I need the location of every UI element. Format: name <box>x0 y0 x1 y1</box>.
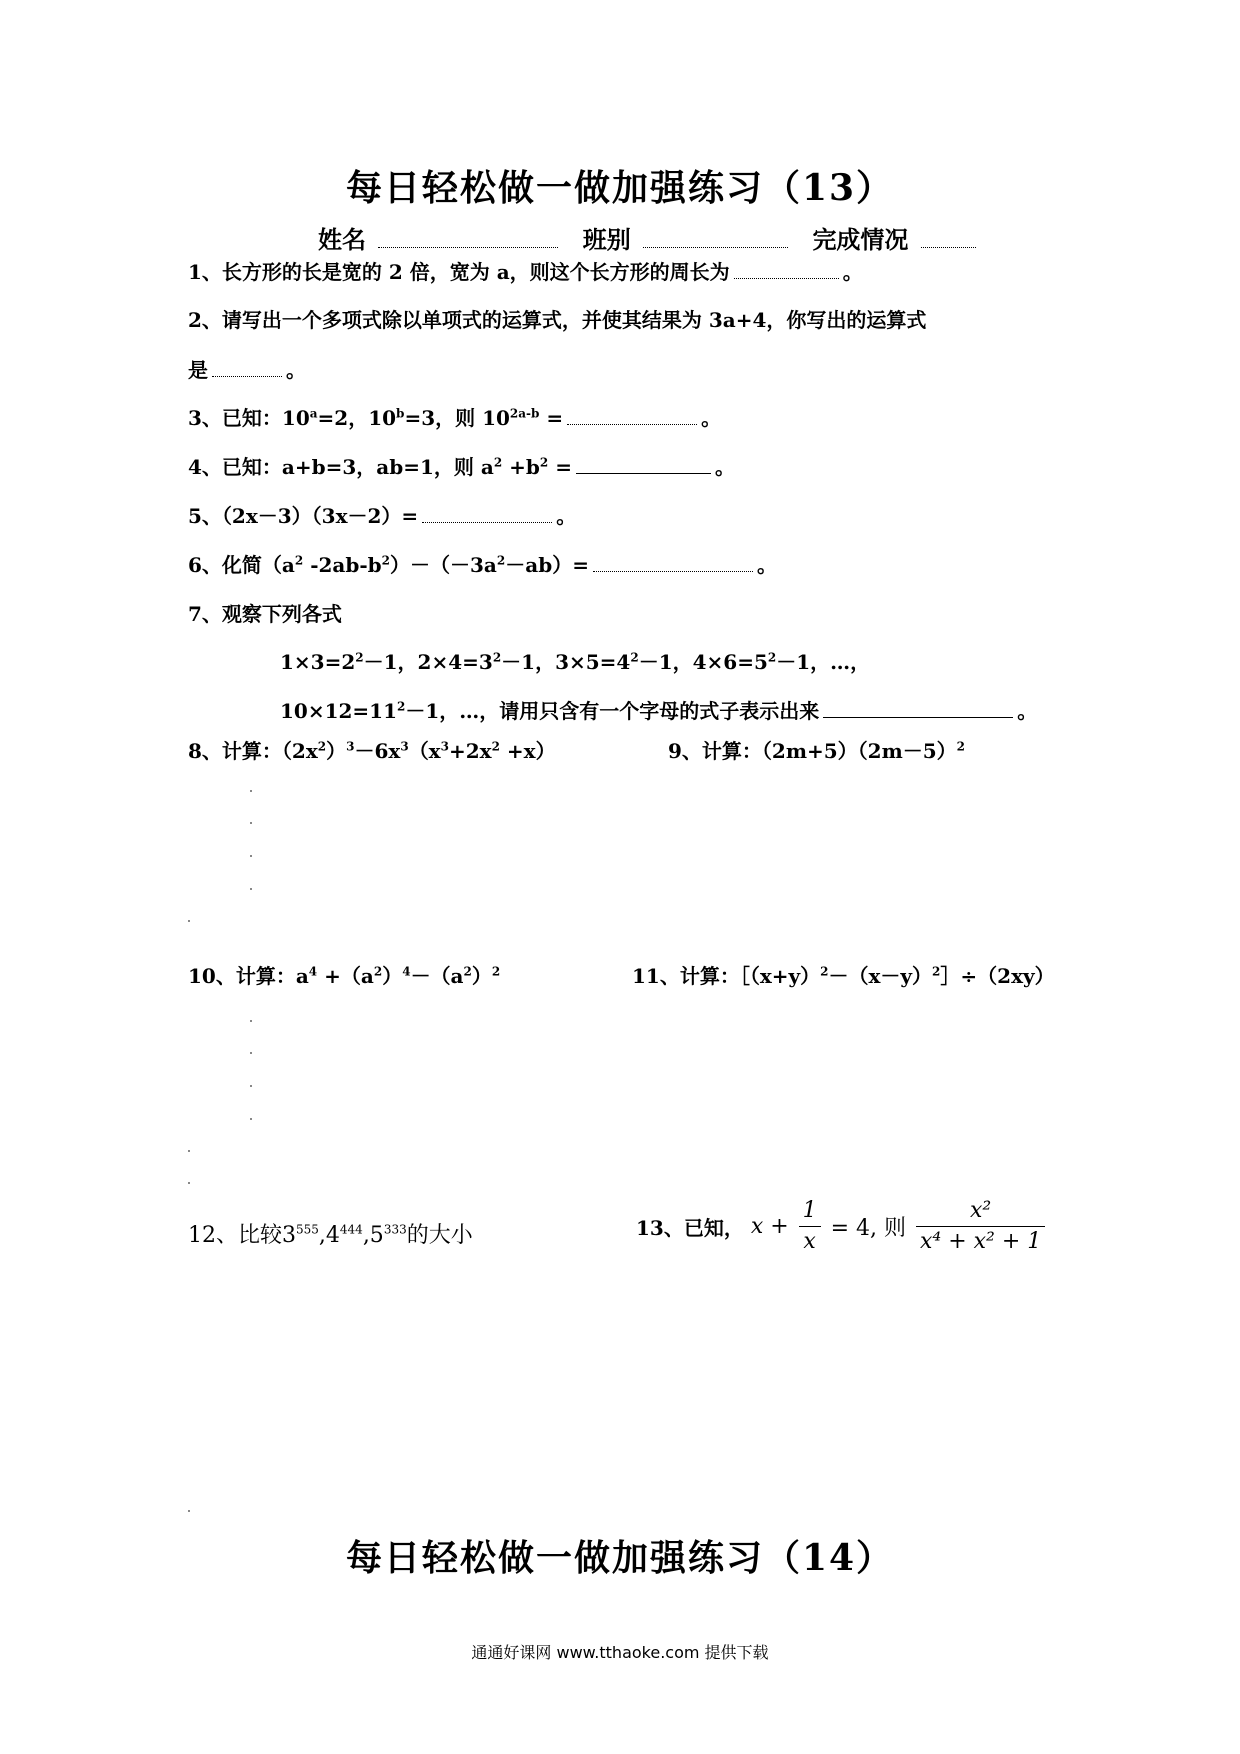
q13-text: 13、已知， <box>636 1216 744 1240</box>
q6-end: 。 <box>756 553 777 577</box>
q4-text: 4、已知：a+b=3，ab=1，则 a <box>188 455 494 479</box>
q13-f2-denominator: x⁴ + x² + 1 <box>919 1229 1042 1254</box>
q10-text: －（a <box>410 964 464 988</box>
q3-text: =3，则 10 <box>404 406 510 430</box>
q8-text: +2x <box>448 739 492 763</box>
q8-sup: 2 <box>317 739 327 754</box>
page-footer: 通通好课网 www.tthaoke.com 提供下载 <box>471 1643 769 1662</box>
q12-sup: 555 <box>296 1222 319 1237</box>
q7-text: 1×3=2 <box>280 650 356 674</box>
q10-sup: 4 <box>308 964 318 979</box>
q13-f1-denominator: x <box>803 1229 816 1254</box>
name-blank[interactable] <box>378 227 558 248</box>
scan-dot <box>250 1052 252 1054</box>
question-3 <box>188 404 721 432</box>
q12-text: ,5 <box>362 1223 384 1248</box>
q13-expr: x + <box>750 1214 789 1239</box>
scan-dot <box>250 790 252 792</box>
q6-sup: 2 <box>294 553 304 568</box>
q10-sup: 4 <box>402 964 411 979</box>
q7-text: －1，4×6=5 <box>638 650 768 674</box>
q11-text: －（x－y） <box>828 964 933 988</box>
q6-text: 6、化简（a <box>188 553 295 577</box>
q12-sup: 444 <box>339 1222 363 1237</box>
q7-text: －1，…， <box>776 650 871 674</box>
class-label: 班别 <box>582 225 631 254</box>
q8-text: －6x <box>354 739 401 763</box>
question-2-line2: 是 <box>188 358 208 382</box>
answer-blank-5[interactable] <box>422 502 552 523</box>
scan-dot <box>188 1182 190 1184</box>
q8-sup: 2 <box>491 739 500 754</box>
q5-text: 5、（2x－3）（3x－2）= <box>188 504 419 528</box>
q7-sup: 2 <box>355 650 364 665</box>
question-1 <box>188 258 863 286</box>
q13-fraction-2 <box>916 1196 1045 1257</box>
question-9 <box>668 737 965 765</box>
q4-text: +b <box>502 455 540 479</box>
q10-text: ） <box>382 964 403 988</box>
name-label: 姓名 <box>318 225 366 254</box>
section-title-14: 每日轻松做一做加强练习（14） <box>345 1537 895 1579</box>
q13-f2-numerator: x² <box>916 1196 1045 1227</box>
q10-text: 10、计算：a <box>188 964 309 988</box>
answer-blank-4[interactable] <box>576 453 711 474</box>
q6-sup: 2 <box>381 553 391 568</box>
q10-sup: 2 <box>491 964 501 979</box>
scan-dot <box>188 920 190 922</box>
scan-dot <box>188 1510 190 1512</box>
question-12 <box>188 1218 473 1249</box>
q10-text: ） <box>471 964 492 988</box>
q12-text: 12、比较3 <box>188 1223 296 1248</box>
q4-sup: 2 <box>493 455 503 470</box>
scan-dot <box>250 1020 252 1022</box>
q12-text: 的大小 <box>406 1223 473 1248</box>
q8-text: 8、计算：（2x <box>188 739 318 763</box>
q6-sup: 2 <box>496 553 506 568</box>
class-blank[interactable] <box>643 227 788 248</box>
q7-sup: 2 <box>767 650 777 665</box>
q12-sup: 333 <box>383 1222 407 1237</box>
q6-text: -2ab-b <box>303 553 382 577</box>
q3-end: 。 <box>701 406 722 430</box>
q9-text: 9、计算：（2m+5）（2m－5） <box>668 739 957 763</box>
question-2 <box>188 306 926 334</box>
q4-end: 。 <box>715 455 736 479</box>
question-7-line2 <box>280 697 1037 725</box>
question-1-text: 1、长方形的长是宽的 2 倍，宽为 a，则这个长方形的周长为 <box>188 260 730 284</box>
q7-text: －1，3×5=4 <box>501 650 631 674</box>
question-7-head <box>188 600 342 628</box>
status-label: 完成情况 <box>812 225 909 254</box>
q8-text: ） <box>326 739 347 763</box>
q10-sup: 2 <box>463 964 472 979</box>
answer-blank-7[interactable] <box>823 697 1013 718</box>
question-6 <box>188 551 777 579</box>
q10-text: +（a <box>317 964 374 988</box>
scan-dot <box>188 1150 190 1152</box>
page-title: 每日轻松做一做加强练习（13） <box>345 167 895 209</box>
scan-dot <box>250 1118 252 1120</box>
q7-sup: 2 <box>630 650 639 665</box>
q10-sup: 2 <box>373 964 383 979</box>
question-1-end: 。 <box>842 260 863 284</box>
q3-sup: b <box>396 406 405 421</box>
q3-text: 3、已知：10 <box>188 406 310 430</box>
q3-sup: 2a-b <box>509 406 540 421</box>
question-2-line1: 2、请写出一个多项式除以单项式的运算式，并使其结果为 3a+4，你写出的运算式 <box>188 308 927 332</box>
question-7-line1 <box>280 648 870 676</box>
q13-expr: = 4, 则 <box>830 1216 907 1241</box>
scan-dot <box>250 888 252 890</box>
answer-blank-6[interactable] <box>593 551 753 572</box>
q8-sup: 3 <box>440 739 449 754</box>
q5-end: 。 <box>556 504 577 528</box>
q8-sup: 3 <box>400 739 409 754</box>
question-8 <box>188 737 556 765</box>
q4-sup: 2 <box>539 455 549 470</box>
scan-dot <box>250 1085 252 1087</box>
answer-blank-2[interactable] <box>212 356 282 377</box>
question-5 <box>188 502 576 530</box>
question-2-end: 。 <box>286 358 306 382</box>
scan-dot <box>250 855 252 857</box>
answer-blank-1[interactable] <box>734 258 839 279</box>
q8-sup: 3 <box>346 739 355 754</box>
question-11 <box>632 962 1055 990</box>
scan-dot <box>250 822 252 824</box>
q13-f1-numerator: 1 <box>799 1196 821 1227</box>
status-blank[interactable] <box>921 227 976 248</box>
q7-end: 。 <box>1017 699 1038 723</box>
q3-text: = <box>539 406 564 430</box>
answer-blank-3[interactable] <box>567 404 697 425</box>
q3-text: =2，10 <box>317 406 397 430</box>
q11-text: ］÷（2xy） <box>940 964 1055 988</box>
q13-fraction-1 <box>799 1196 821 1257</box>
student-info-row <box>318 220 980 255</box>
q11-sup: 2 <box>932 964 941 979</box>
q6-text: ）－（－3a <box>390 553 497 577</box>
question-2-cont <box>188 356 306 384</box>
q7-sup: 2 <box>397 699 406 714</box>
q9-sup: 2 <box>956 739 966 754</box>
q12-text: ,4 <box>318 1223 340 1248</box>
q7-sup: 2 <box>492 650 502 665</box>
q6-text: －ab）= <box>505 553 589 577</box>
q7-text: 7、观察下列各式 <box>188 602 342 626</box>
question-13 <box>636 1196 1048 1257</box>
q7-text: －1，…，请用只含有一个字母的式子表示出来 <box>405 699 820 723</box>
q8-text: （x <box>408 739 441 763</box>
q4-text: = <box>548 455 573 479</box>
q3-sup: a <box>309 406 318 421</box>
q7-text: 10×12=11 <box>280 699 398 723</box>
q11-text: 11、计算：［（x+y） <box>632 964 821 988</box>
q11-sup: 2 <box>820 964 829 979</box>
q8-text: +x） <box>499 739 556 763</box>
q7-text: －1，2×4=3 <box>363 650 493 674</box>
question-4 <box>188 453 735 481</box>
question-10 <box>188 962 500 990</box>
